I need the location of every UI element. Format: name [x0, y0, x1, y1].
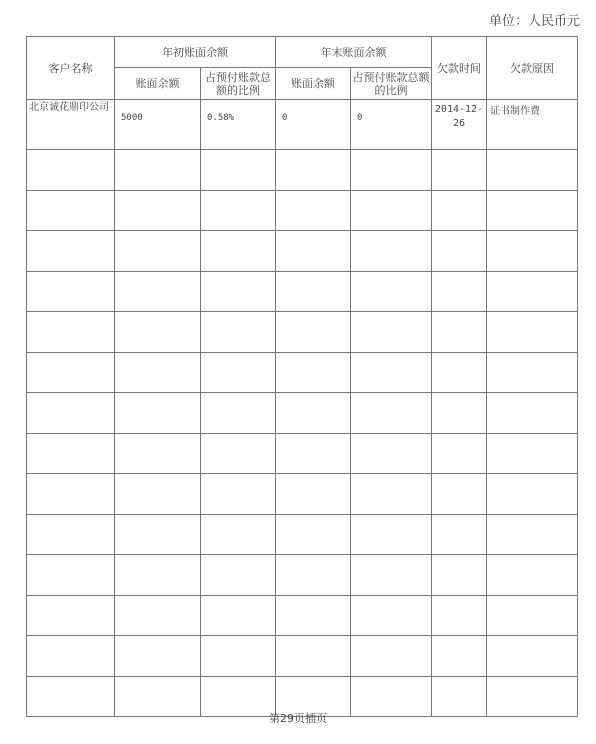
empty-cell	[201, 514, 276, 555]
empty-cell	[351, 312, 432, 353]
empty-table-row	[27, 271, 578, 312]
empty-cell	[201, 231, 276, 272]
empty-cell	[276, 352, 351, 393]
empty-cell	[27, 150, 115, 191]
empty-cell	[487, 393, 578, 434]
empty-cell	[487, 352, 578, 393]
empty-cell	[276, 271, 351, 312]
empty-cell	[351, 514, 432, 555]
unit-label: 单位：人民币元	[488, 14, 580, 29]
empty-cell	[27, 474, 115, 515]
empty-cell	[27, 433, 115, 474]
empty-cell	[115, 312, 201, 353]
empty-table-row	[27, 514, 578, 555]
empty-cell	[27, 393, 115, 434]
empty-cell	[115, 271, 201, 312]
empty-cell	[201, 312, 276, 353]
cell-opening-balance: 5000	[115, 100, 201, 150]
empty-cell	[27, 595, 115, 636]
empty-cell	[276, 514, 351, 555]
empty-cell	[487, 514, 578, 555]
page-insert-footer: 第29页插页	[269, 712, 327, 725]
empty-cell	[115, 433, 201, 474]
empty-cell	[115, 150, 201, 191]
empty-cell	[276, 150, 351, 191]
empty-cell	[487, 433, 578, 474]
empty-cell	[487, 555, 578, 596]
empty-cell	[351, 393, 432, 434]
empty-cell	[276, 474, 351, 515]
empty-cell	[115, 595, 201, 636]
empty-cell	[201, 433, 276, 474]
empty-cell	[276, 595, 351, 636]
header-closing-balance: 年末账面余额	[276, 37, 432, 68]
empty-cell	[487, 595, 578, 636]
empty-table-row	[27, 312, 578, 353]
empty-cell	[115, 190, 201, 231]
empty-cell	[351, 150, 432, 191]
cell-owed-time: 2014-12-26	[432, 100, 487, 150]
empty-cell	[115, 231, 201, 272]
empty-cell	[432, 514, 487, 555]
cell-opening-ratio: 0.58%	[201, 100, 276, 150]
empty-cell	[432, 636, 487, 677]
empty-table-row	[27, 433, 578, 474]
empty-cell	[432, 271, 487, 312]
empty-cell	[351, 636, 432, 677]
empty-cell	[432, 393, 487, 434]
empty-cell	[276, 190, 351, 231]
empty-cell	[351, 433, 432, 474]
empty-cell	[201, 474, 276, 515]
empty-cell	[351, 231, 432, 272]
empty-cell	[27, 231, 115, 272]
header-customer-name: 客户名称	[27, 37, 115, 100]
subheader-closing-ratio: 占预付账款总额的比例	[351, 68, 432, 100]
empty-cell	[432, 474, 487, 515]
empty-cell	[201, 555, 276, 596]
empty-cell	[27, 514, 115, 555]
empty-cell	[432, 555, 487, 596]
empty-cell	[432, 150, 487, 191]
empty-cell	[487, 190, 578, 231]
empty-cell	[115, 514, 201, 555]
empty-cell	[432, 190, 487, 231]
empty-cell	[487, 474, 578, 515]
empty-cell	[201, 595, 276, 636]
empty-cell	[432, 433, 487, 474]
empty-table-row	[27, 150, 578, 191]
empty-table-row	[27, 352, 578, 393]
empty-cell	[201, 150, 276, 191]
empty-cell	[27, 190, 115, 231]
empty-cell	[115, 352, 201, 393]
empty-cell	[27, 271, 115, 312]
empty-table-row	[27, 393, 578, 434]
empty-cell	[276, 433, 351, 474]
empty-table-row	[27, 555, 578, 596]
header-owed-reason: 欠款原因	[487, 37, 578, 100]
header-owed-time: 欠款时间	[432, 37, 487, 100]
empty-cell	[115, 393, 201, 434]
empty-cell	[351, 352, 432, 393]
empty-cell	[432, 312, 487, 353]
empty-cell	[27, 352, 115, 393]
empty-cell	[115, 474, 201, 515]
empty-cell	[487, 636, 578, 677]
empty-cell	[115, 636, 201, 677]
prepayment-table	[26, 36, 578, 717]
empty-cell	[487, 150, 578, 191]
empty-table-row	[27, 595, 578, 636]
empty-cell	[276, 636, 351, 677]
empty-cell	[351, 595, 432, 636]
empty-cell	[201, 393, 276, 434]
empty-cell	[351, 555, 432, 596]
empty-cell	[27, 636, 115, 677]
empty-cell	[201, 190, 276, 231]
empty-cell	[351, 474, 432, 515]
cell-closing-ratio: 0	[351, 100, 432, 150]
empty-cell	[27, 555, 115, 596]
empty-cell	[201, 352, 276, 393]
empty-cell	[27, 312, 115, 353]
empty-cell	[201, 636, 276, 677]
cell-customer: 北京诚花鼎印公司	[27, 100, 115, 150]
empty-cell	[115, 555, 201, 596]
empty-cell	[276, 231, 351, 272]
empty-cell	[487, 231, 578, 272]
table-row	[27, 100, 578, 150]
subheader-opening-ratio: 占预付账款总额的比例	[201, 68, 276, 100]
cell-owed-reason: 证书制作费	[487, 100, 578, 150]
empty-table-row	[27, 474, 578, 515]
empty-table-row	[27, 636, 578, 677]
empty-cell	[432, 595, 487, 636]
subheader-closing-amount: 账面余额	[276, 68, 351, 100]
empty-cell	[276, 555, 351, 596]
header-opening-balance: 年初账面余额	[115, 37, 276, 68]
empty-cell	[487, 271, 578, 312]
subheader-opening-amount: 账面余额	[115, 68, 201, 100]
empty-cell	[276, 393, 351, 434]
empty-cell	[276, 312, 351, 353]
empty-cell	[432, 352, 487, 393]
empty-cell	[487, 312, 578, 353]
empty-table-row	[27, 231, 578, 272]
empty-cell	[351, 190, 432, 231]
empty-cell	[201, 271, 276, 312]
empty-cell	[432, 231, 487, 272]
empty-cell	[351, 271, 432, 312]
empty-table-row	[27, 190, 578, 231]
cell-closing-balance: 0	[276, 100, 351, 150]
